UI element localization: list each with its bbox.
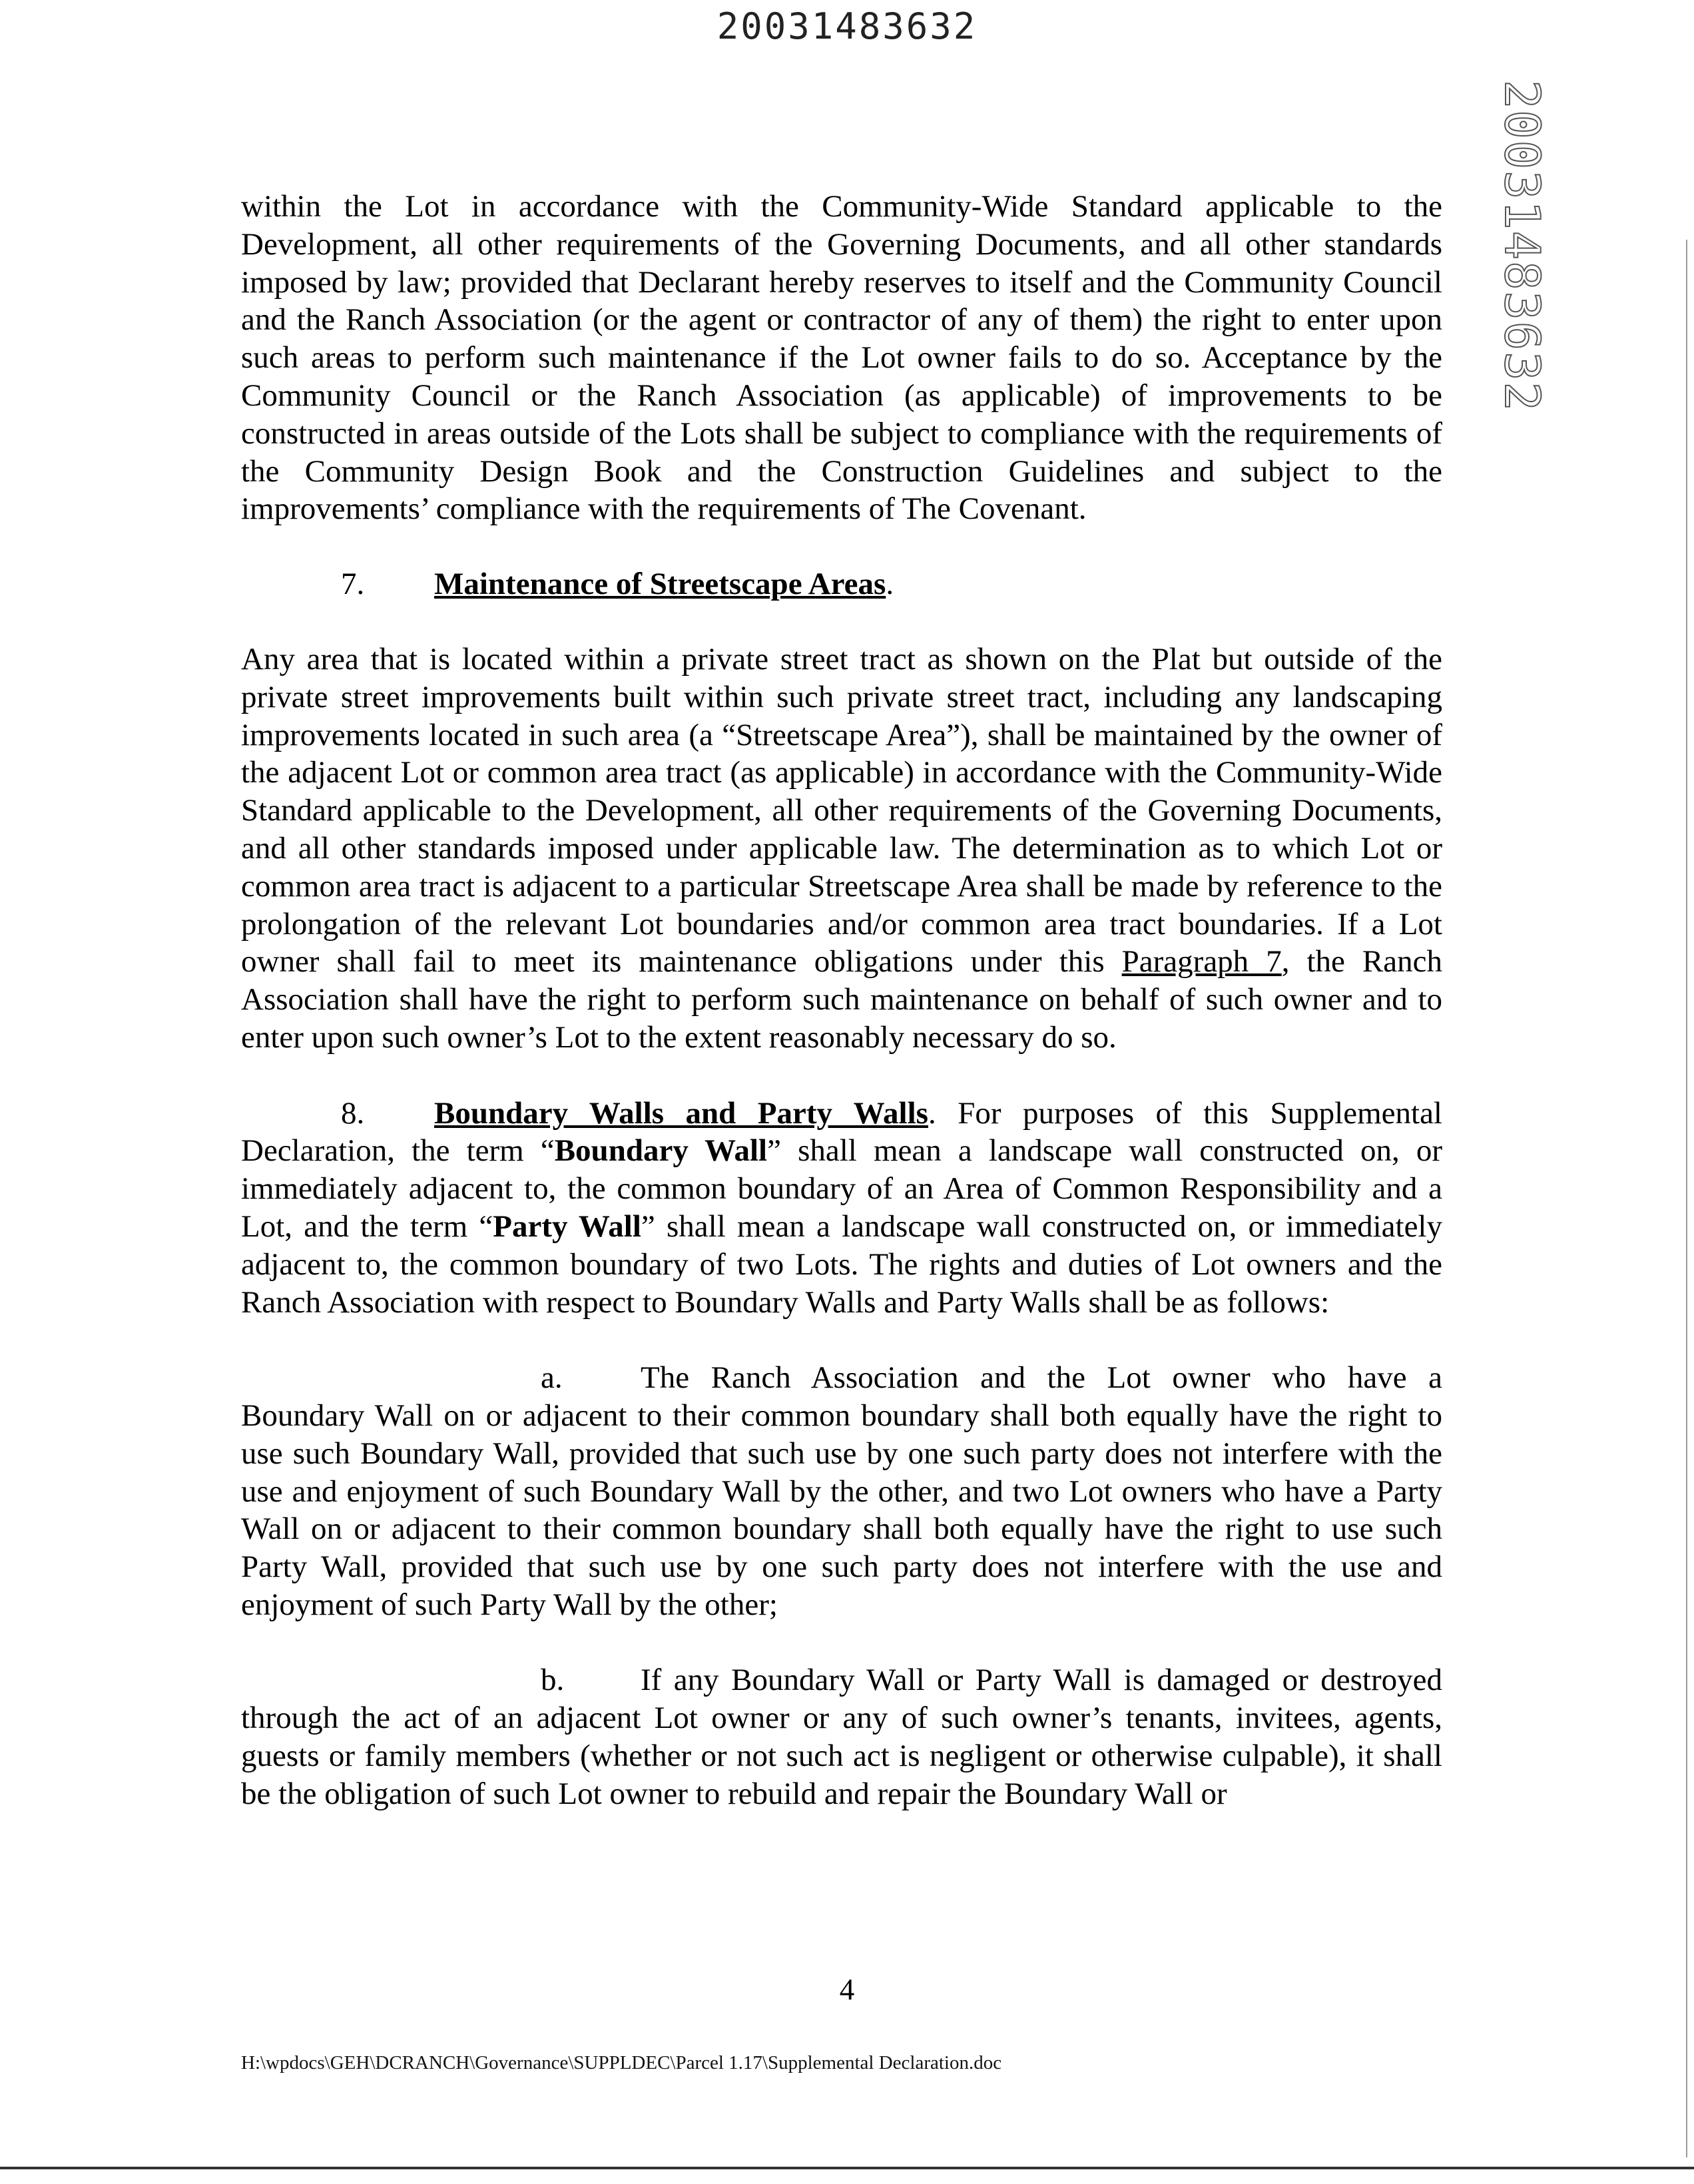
section-8-text-3: ” shall mean a landscape wall constructed on, or immediately adjacent to, the common boundary of two Lots. The rights and duties of Lot owners and the Ranch Association with respect to Boundary Walls and Party Walls shall be as follows: bbox=[241, 1209, 1442, 1320]
section-8-paragraph bbox=[241, 1095, 1442, 1322]
section-8-title-period: . bbox=[928, 1095, 936, 1131]
document-body bbox=[241, 188, 1442, 1813]
subparagraph-b-letter: b. bbox=[541, 1663, 565, 1698]
term-boundary-wall: Boundary Wall bbox=[554, 1133, 768, 1169]
subparagraph-b bbox=[241, 1661, 1442, 1812]
section-8-title: Boundary Walls and Party Walls bbox=[434, 1095, 928, 1131]
section-7-text-end: , the Ranch Association shall have the right to perform such maintenance on behalf of such owner and to enter upon such owner’s Lot to the extent reasonably necessary do so. bbox=[241, 944, 1442, 1055]
page-number: 4 bbox=[839, 1973, 855, 2006]
section-7-text: Any area that is located within a private street tract as shown on the Plat but outside of the private street improvements built within such private street tract, including any landscaping improvements located in such area (a “Streetscape Area”), shall be maintained by the owner of the adjacent Lot or common area tract (as applicable) in accordance with the Community-Wide Standard applicable to the Development, all other requirements of the Governing Documents, and all other standards imposed under applicable law. The determination as to which Lot or common area tract is adjacent to a particular Streetscape Area shall be made by reference to the prolongation of the relevant Lot boundaries and/or common area tract boundaries. If a Lot owner shall fail to meet its maintenance obligations under this bbox=[241, 641, 1442, 979]
section-8-number: 8. bbox=[341, 1095, 365, 1131]
subparagraph-a-letter: a. bbox=[541, 1360, 563, 1396]
section-7-title-period: . bbox=[886, 567, 894, 602]
section-7-paragraph bbox=[241, 641, 1442, 1057]
paragraph-gap bbox=[241, 1057, 1442, 1095]
paragraph-gap bbox=[241, 1624, 1442, 1662]
subparagraph-a-text: The Ranch Association and the Lot owner who have a Boundary Wall on or adjacent to their common boundary shall both equally have the right to use such Boundary Wall, provided that such use by one such party does not interfere with the use and enjoyment of such Boundary Wall by the other, and two Lot owners who have a Party Wall on or adjacent to their common boundary shall both equally have the right to use such Party Wall, provided that such use by one such party does not interfere with the use and enjoyment of such Party Wall by the other; bbox=[241, 1360, 1442, 1622]
continuation-paragraph: within the Lot in accordance with the Community-Wide Standard applicable to the Development, all other requirements of the Governing Documents, and all other standards imposed by law; provided that Declarant hereby reserves to itself and the Community Council and the Ranch Association (or the agent or contractor of any of them) the right to enter upon such areas to perform such maintenance if the Lot owner fails to do so. Acceptance by the Community Council or the Ranch Association (as applicable) of improvements to be constructed in areas outside of the Lots shall be subject to compliance with the requirements of the Community Design Book and the Construction Guidelines and subject to the improvements’ compliance with the requirements of The Covenant. bbox=[241, 189, 1442, 527]
section-8-text-1: For purposes of this Supplemental Declaration, the term “ bbox=[241, 1095, 1442, 1169]
side-recording-stamp: 20031483632 bbox=[1494, 80, 1550, 412]
term-party-wall: Party Wall bbox=[493, 1209, 641, 1244]
bottom-scan-rule bbox=[0, 2167, 1694, 2169]
section-7-number: 7. bbox=[341, 567, 365, 602]
section-8-text-2: ” shall mean a landscape wall constructed on, or immediately adjacent to, the common boundary of an Area of Common Responsibility and a Lot, and the term “ bbox=[241, 1133, 1443, 1244]
recording-number-header: 20031483632 bbox=[716, 5, 978, 47]
scan-edge-line bbox=[1686, 240, 1687, 2157]
paragraph-7-reference: Paragraph 7 bbox=[1121, 944, 1282, 979]
subparagraph-a bbox=[241, 1359, 1442, 1624]
file-path-footer: H:\wpdocs\GEH\DCRANCH\Governance\SUPPLDEC\Parcel 1.17\Supplemental Declaration.doc bbox=[241, 2052, 1002, 2073]
paragraph-gap bbox=[241, 1321, 1442, 1359]
section-7-title: Maintenance of Streetscape Areas bbox=[434, 567, 886, 602]
section-7-heading bbox=[241, 565, 1442, 603]
subparagraph-b-text: If any Boundary Wall or Party Wall is damaged or destroyed through the act of an adjacent Lot owner or any of such owner’s tenants, invitees, agents, guests or family members (whether or not such act is negligent or otherwise culpable), it shall be the obligation of such Lot owner to rebuild and repair the Boundary Wall or bbox=[241, 1663, 1442, 1811]
